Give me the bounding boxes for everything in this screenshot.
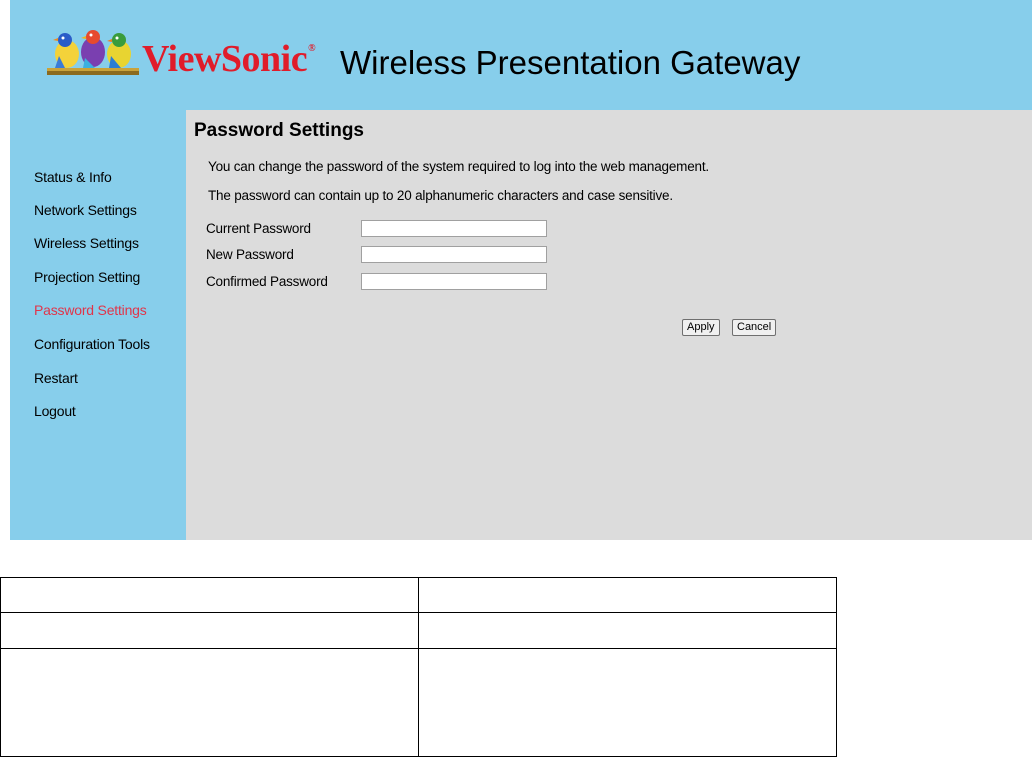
table-row	[1, 649, 837, 757]
confirmed-password-field[interactable]	[361, 273, 547, 290]
sidebar-item-projection-setting[interactable]: Projection Setting	[34, 269, 141, 285]
current-password-label: Current Password	[206, 221, 311, 236]
sidebar-item-restart[interactable]: Restart	[34, 370, 78, 386]
table-row	[1, 613, 837, 649]
sidebar-item-network-settings[interactable]: Network Settings	[34, 202, 137, 218]
table-cell	[1, 578, 419, 613]
sidebar-item-wireless-settings[interactable]: Wireless Settings	[34, 235, 139, 251]
sidebar-item-configuration-tools[interactable]: Configuration Tools	[34, 336, 150, 352]
header-banner	[10, 0, 1032, 110]
description-text: The password can contain up to 20 alphanumeric characters and case sensitive.	[208, 188, 673, 203]
sidebar-item-logout[interactable]: Logout	[34, 403, 76, 419]
confirmed-password-label: Confirmed Password	[206, 274, 328, 289]
table-cell	[419, 649, 837, 757]
apply-button[interactable]: Apply	[682, 319, 720, 336]
sidebar-nav	[10, 110, 186, 540]
new-password-field[interactable]	[361, 246, 547, 263]
sidebar-item-status-info[interactable]: Status & Info	[34, 169, 112, 185]
current-password-field[interactable]	[361, 220, 547, 237]
table-row	[1, 578, 837, 613]
description-text: You can change the password of the system required to log into the web management.	[208, 159, 709, 174]
cancel-button[interactable]: Cancel	[732, 319, 776, 336]
brand-logo-text: ViewSonic®	[142, 38, 316, 80]
sidebar-item-password-settings[interactable]: Password Settings	[34, 302, 147, 318]
viewsonic-birds-logo-icon	[45, 26, 141, 78]
table-cell	[419, 613, 837, 649]
document-table	[0, 577, 837, 757]
app-window	[10, 0, 1032, 540]
table-cell	[1, 613, 419, 649]
page-title: Password Settings	[194, 120, 364, 141]
main-content	[186, 110, 1032, 540]
table-cell	[1, 649, 419, 757]
table-cell	[419, 578, 837, 613]
product-title: Wireless Presentation Gateway	[340, 44, 801, 81]
new-password-label: New Password	[206, 247, 294, 262]
